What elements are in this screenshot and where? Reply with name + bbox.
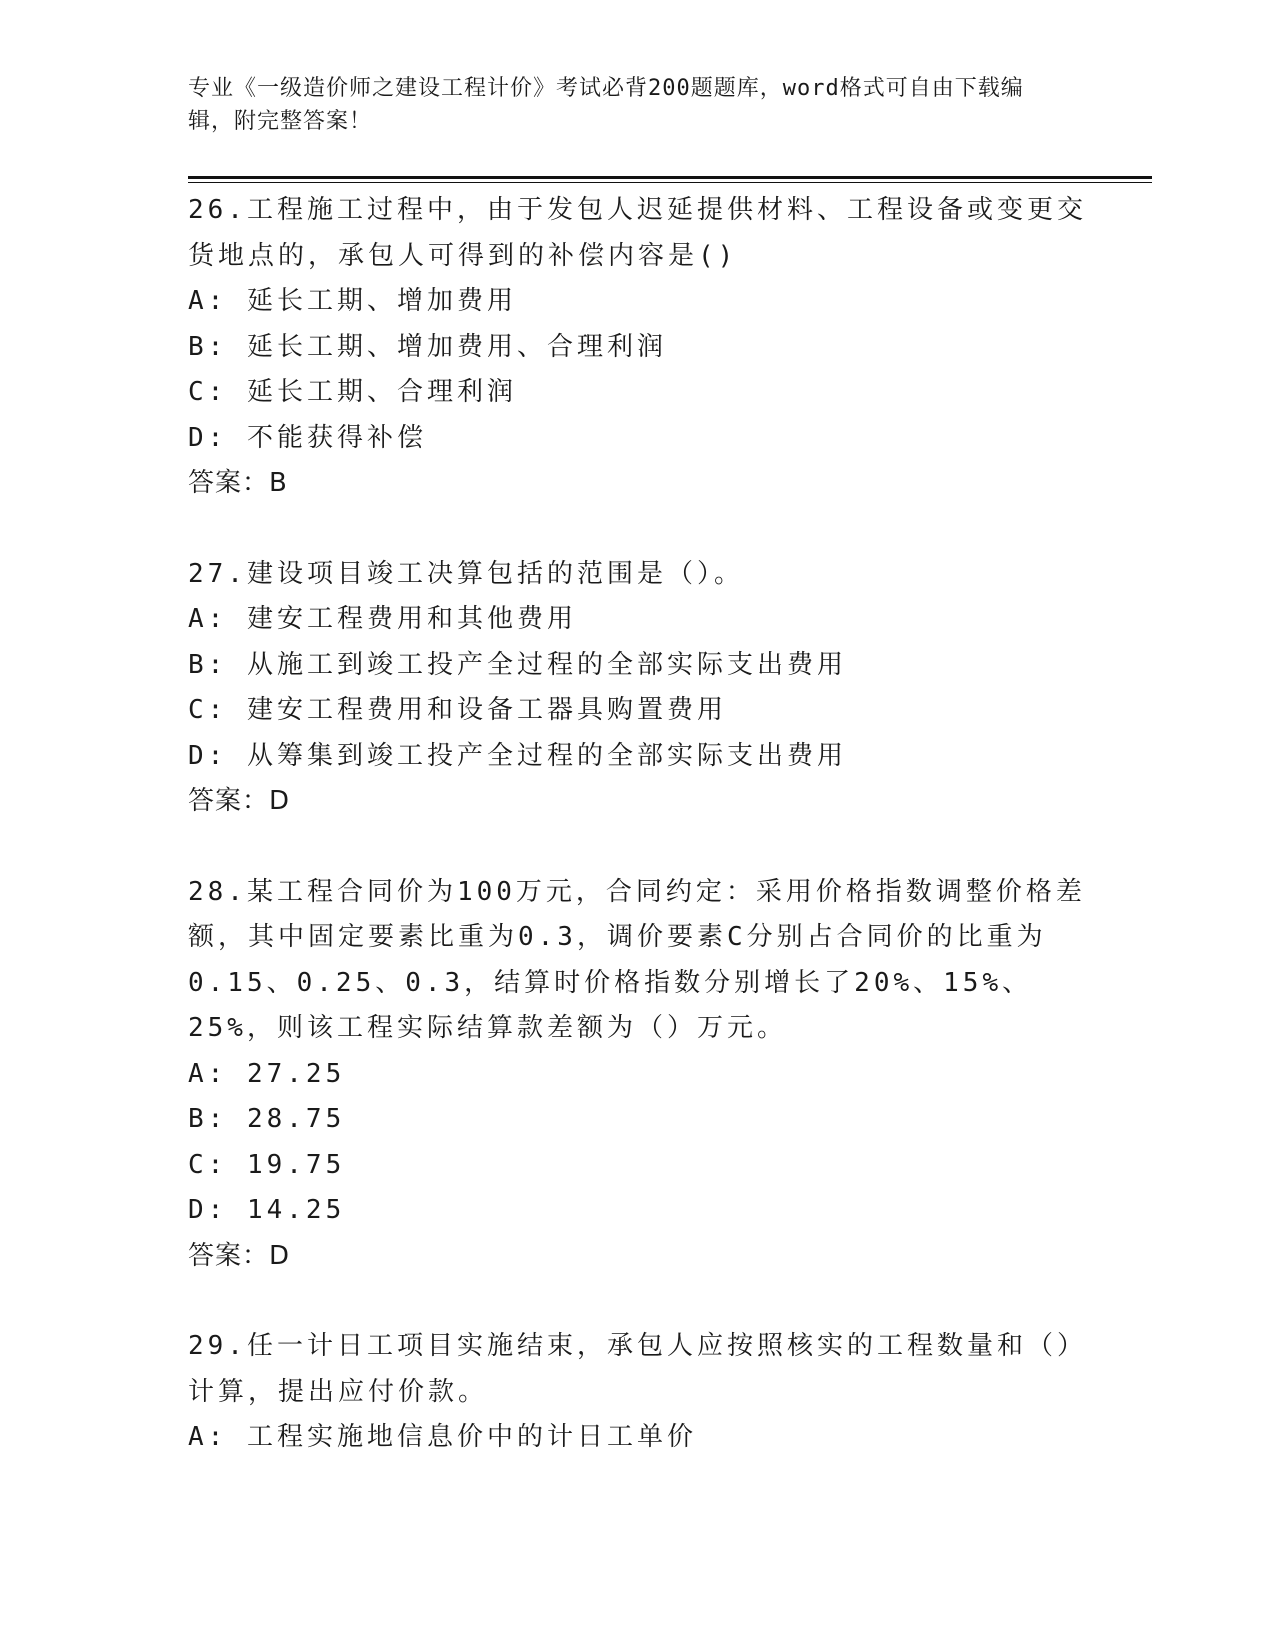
option-a: A: 工程实施地信息价中的计日工单价 <box>188 1422 697 1452</box>
option-b: B: 从施工到竣工投产全过程的全部实际支出费用 <box>188 649 847 680</box>
question-28 <box>188 870 1088 1280</box>
question-stem: 29.任一计日工项目实施结束，承包人应按照核实的工程数量和（）计算，提出应付价款。 <box>188 1331 1087 1407</box>
question-29 <box>188 1324 1088 1461</box>
answer-line: 答案：D <box>188 786 291 816</box>
question-26 <box>188 188 1088 507</box>
option-b: B: 28.75 <box>188 1104 346 1134</box>
option-c: C: 建安工程费用和设备工器具购置费用 <box>188 695 727 725</box>
question-27 <box>188 552 1088 825</box>
question-stem: 26.工程施工过程中，由于发包人迟延提供材料、工程设备或变更交货地点的，承包人可得到的补偿内容是() <box>188 195 1087 271</box>
option-c: C: 19.75 <box>188 1149 346 1180</box>
header-divider-thick <box>188 176 1152 179</box>
option-a: A: 延长工期、增加费用 <box>188 286 517 316</box>
option-b: B: 延长工期、增加费用、合理利润 <box>188 331 667 362</box>
header-divider-thin <box>188 182 1152 183</box>
answer-line: 答案：B <box>188 468 288 498</box>
option-a: A: 27.25 <box>188 1058 346 1089</box>
answer-line: 答案：D <box>188 1240 291 1271</box>
option-d: D: 从筹集到竣工投产全过程的全部实际支出费用 <box>188 740 847 771</box>
option-c: C: 延长工期、合理利润 <box>188 377 517 407</box>
document-header: 专业《一级造价师之建设工程计价》考试必背200题题库，word格式可自由下载编辑，附完整答案！ <box>188 76 1024 134</box>
question-list <box>188 188 1088 1506</box>
option-a: A: 建安工程费用和其他费用 <box>188 604 577 634</box>
question-stem: 28.某工程合同价为100万元，合同约定：采用价格指数调整价格差额，其中固定要素比重为0.3，调价要素C分别占合同价的比重为0.15、0.25、0.3，结算时价格指数分别增长了20%、15%、25%，则该工程实际结算款差额为（）万元。 <box>188 876 1086 1043</box>
option-d: D: 不能获得补偿 <box>188 422 427 453</box>
option-d: D: 14.25 <box>188 1195 346 1225</box>
question-stem: 27.建设项目竣工决算包括的范围是（）。 <box>188 558 744 589</box>
